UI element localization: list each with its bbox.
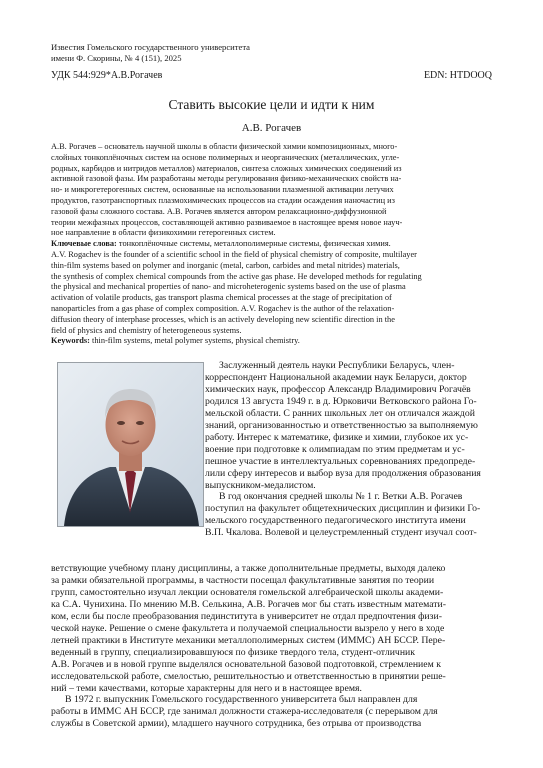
abstract-line: field of physics and chemistry of heterogeneous systems. [51, 325, 242, 335]
keywords-label: Keywords: [51, 336, 90, 346]
portrait-photo [57, 362, 204, 527]
abstract-line: но- и микрогетерогенных систем, основанные на использовании плазменной активации летучих [51, 185, 394, 195]
abstract-line: активной газовой фазы. Им разработаны методы регулирования физико-механических свойств на- [51, 174, 402, 184]
keywords-text: thin-film systems, metal polymer systems, physical chemistry. [89, 336, 300, 346]
abstract-line: ное направление в области физикохимии гетерогенных систем. [51, 228, 276, 238]
abstract-line: А.В. Рогачев – основатель научной школы в области физической химии композиционных, много- [51, 142, 398, 151]
keywords-label: Ключевые слова: [51, 239, 117, 249]
paragraph-line: летней практики в Институте механики металлополимерных систем (ИММС) АН БССР. Пере- [51, 634, 446, 646]
paragraph-line: мельского государственного педагогического института имени [205, 515, 466, 527]
abstract-line: родных, карбидов и нитридов металлов) материалов, синтеза сложных химических соединений из [51, 163, 402, 173]
paragraph-line: Заслуженный деятель науки Республики Беларусь, член- [219, 360, 455, 371]
abstract-line: diffusion theory of interphase processes, which is an actively developing new scientific direction in the [51, 314, 395, 324]
paragraph-line: работы в ИММС АН БССР, где занимал должности стажера-исследователя (с перерывом для [51, 706, 438, 718]
keywords-english [51, 336, 492, 347]
abstract-line: A.V. Rogachev is the founder of a scientific school in the field of physical chemistry of composite, multilayer [51, 250, 417, 259]
paragraph-line: воение при подготовке к олимпиадам по этим предметам и ус- [205, 443, 465, 455]
journal-header [51, 42, 250, 64]
abstract-line: nanoparticles from a gas phase of complex composition. A.V. Rogachev is the author of the relaxation- [51, 303, 395, 313]
udk-code: УДК 544:929*А.В.Рогачев [51, 70, 163, 81]
paragraph-line: А.В. Рогачев и в новой группе выделялся основательной базовой подготовкой, стремлением к [51, 658, 441, 670]
abstract-english [51, 250, 492, 347]
paragraph-line: групп, самостоятельно изучал лекции основателя гомельской алгебраической школы академи- [51, 586, 444, 598]
keywords-text: тонкоплёночные системы, металлополимерные системы, физическая химия. [116, 239, 391, 249]
journal-issue: имени Ф. Скорины, № 4 (151), 2025 [51, 53, 182, 63]
paragraph-line: ком, если бы после преобразования пединститута в университет не отдал предпочтения физи- [51, 610, 442, 622]
paragraph-line: поступил на факультет общетехнических дисциплин и физики Го- [205, 503, 481, 515]
paragraph-line: родился 13 августа 1949 г. в д. Юрковичи Ветковского района Го- [205, 395, 477, 407]
journal-name: Известия Гомельского государственного университета [51, 42, 250, 52]
abstract-line: the physical and mechanical properties of nano- and microheterogenic systems based on the use of plasma [51, 282, 406, 292]
edn-code: EDN: HTDOOQ [423, 70, 492, 81]
abstract-line: activation of volatile products, gas transport plasma chemical processes at the stage of precipitation of [51, 293, 392, 303]
abstract-russian [51, 142, 492, 250]
abstract-line: thin-film systems based on polymer and inorganic (metal, carbon, carbides and metal nitrides) materials, [51, 260, 400, 270]
article-title: Ставить высокие цели и идти к ним [168, 97, 375, 112]
paragraph-line: лили сферу интересов и выбор вуза для продолжения образования [205, 467, 481, 479]
abstract-line: газовой фазы сложного состава. А.В. Рогачев является автором релаксационно-диффузионной [51, 206, 387, 216]
paragraph-line: ческой науке. Решение о смене факультета и получаемой специальности вызрело у него в ходе [51, 622, 445, 634]
abstract-line: продуктов, газотранспортных плазмохимических процессов на стадии осаждения наночастиц из [51, 195, 395, 205]
paragraph-line: В год окончания средней школы № 1 г. Ветки А.В. Рогачев [219, 491, 463, 503]
paragraph-line: выпускником-медалистом. [205, 479, 316, 491]
paragraph-line: корреспондент Национальной академии наук Беларуси, доктор [205, 371, 467, 383]
paragraph-line: ветствующие учебному плану дисциплины, а также дополнительные предметы, выходя далеко [51, 563, 446, 574]
paragraph-line: В.П. Чкалова. Волевой и целеустремленный студент изучал соот- [205, 527, 477, 539]
paragraph-line: работу. Интерес к математике, физике и химии, глубокое их ус- [205, 431, 469, 443]
paragraph-line: пешное участие в интеллектуальных соревнованиях предопреде- [205, 455, 476, 467]
paragraph-line: ка С.А. Чунихина. По мнению М.В. Селькина, А.В. Рогачев мог бы стать известным математи- [51, 598, 447, 610]
paragraph-line: исследовательской работе, смелостью, решительностью и ответственностью в принятии реше- [51, 670, 446, 682]
paragraph-line: ний – теми качествами, которые характерны для него и в настоящее время. [51, 682, 362, 694]
paragraph-line: мельской области. С ранних школьных лет он отличался жаждой [205, 407, 475, 419]
paragraph-line: В 1972 г. выпускник Гомельского государственного университета был направлен для [65, 694, 418, 706]
abstract-line: слойных тонкоплёночных систем на основе полимерных и неорганических (металлических, угле- [51, 152, 400, 162]
paragraph-line: за рамки обязательной программы, в частности посещал факультативные занятия по теории [51, 574, 435, 586]
paragraph-line: химических наук, профессор Александр Владимирович Рогачёв [205, 383, 471, 395]
paragraph-line: службы в Советской армии), младшего научного сотрудника, без отрыва от производства [51, 718, 422, 730]
keywords-russian [51, 239, 492, 250]
body-text-full [51, 563, 492, 730]
abstract-line: теории межфазных процессов, составляющей активно развиваемое в настоящее время новое науч- [51, 217, 403, 227]
abstract-line: the synthesis of complex chemical compounds from the active gas phase. He developed methods for regulating [51, 271, 422, 281]
body-text-wrapped [205, 360, 492, 539]
paragraph-line: знаний, организованностью и ответственностью за выполняемую [205, 419, 478, 431]
article-author: А.В. Рогачев [241, 122, 302, 134]
paragraph-line: веденный в группу, специализировавшуюся по физике твердого тела, студент-отличник [51, 646, 415, 658]
